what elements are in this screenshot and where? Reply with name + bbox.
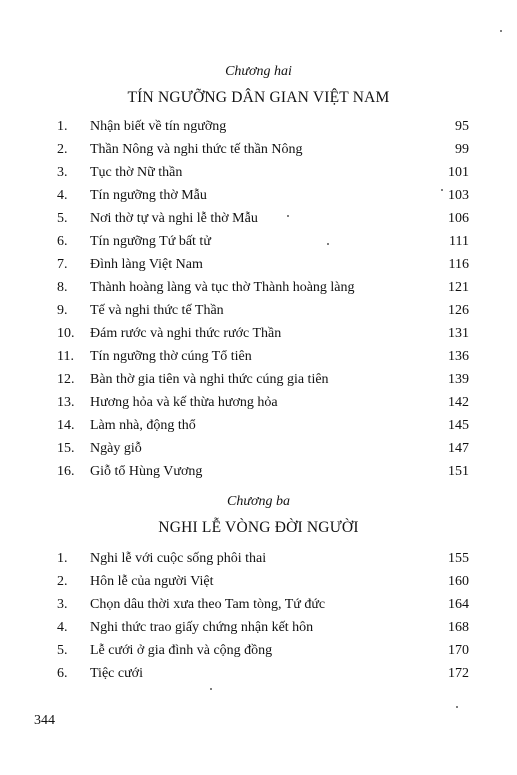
toc-entry-title: Nơi thờ tự và nghi lễ thờ Mẫu [90,211,258,226]
scan-speck [500,30,502,32]
toc-entry-page: 164 [448,597,469,612]
chapter-two-label: Chương hai [225,64,292,79]
toc-entry-number: 3. [57,165,68,180]
toc-entry-number: 5. [57,643,68,658]
toc-entry-title: Tín ngưỡng thờ cúng Tổ tiên [90,349,252,364]
page-number: 344 [34,713,55,728]
toc-entry-page: 172 [448,666,469,681]
toc-entry-number: 12. [57,372,75,387]
toc-entry [0,639,517,662]
chapter-three-title: NGHI LỄ VÒNG ĐỜI NGƯỜI [158,519,359,536]
toc-entry-number: 1. [57,119,68,134]
scan-speck [327,243,329,245]
toc-entry-title: Giỗ tổ Hùng Vương [90,464,203,479]
toc-entry-page: 101 [448,165,469,180]
toc-entry-page: 151 [448,464,469,479]
toc-entry-page: 111 [449,234,469,249]
toc-entry [0,391,517,414]
toc-entry-page: 160 [448,574,469,589]
toc-entry-page: 155 [448,551,469,566]
toc-entry-title: Nhận biết về tín ngưỡng [90,119,227,134]
chapter-two-title: TÍN NGƯỠNG DÂN GIAN VIỆT NAM [127,89,390,106]
toc-entry-number: 15. [57,441,75,456]
toc-entry-page: 121 [448,280,469,295]
toc-entry-number: 2. [57,574,68,589]
toc-entry-page: 103 [448,188,469,203]
toc-entry-number: 4. [57,188,68,203]
toc-entry-title: Nghi thức trao giấy chứng nhận kết hôn [90,620,314,635]
toc-entry [0,570,517,593]
toc-entry [0,322,517,345]
toc-entry-number: 2. [57,142,68,157]
toc-entry [0,460,517,483]
toc-entry [0,207,517,230]
toc-entry-title: Bàn thờ gia tiên và nghi thức cúng gia tiên [90,372,329,387]
toc-entry [0,276,517,299]
toc-entry-title: Thần Nông và nghi thức tế thần Nông [90,142,303,157]
toc-entry-page: 131 [448,326,469,341]
toc-entry-page: 95 [455,119,469,134]
toc-entry-number: 7. [57,257,68,272]
toc-entry [0,345,517,368]
toc-entry-title: Đám rước và nghi thức rước Thần [90,326,282,341]
toc-entry [0,414,517,437]
toc-entry-title: Tục thờ Nữ thần [90,165,183,180]
toc-entry-number: 16. [57,464,75,479]
toc-entry-number: 11. [57,349,74,364]
toc-entry-page: 145 [448,418,469,433]
toc-entry-title: Chọn dâu thời xưa theo Tam tòng, Tứ đức [90,597,326,612]
toc-entry-number: 4. [57,620,68,635]
toc-entry [0,138,517,161]
toc-entry [0,115,517,138]
toc-entry-number: 13. [57,395,75,410]
scan-speck [456,706,458,708]
toc-entry-title: Thành hoàng làng và tục thờ Thành hoàng làng [90,280,355,295]
toc-entry-title: Hôn lễ của người Việt [90,574,214,589]
scan-speck [441,189,443,191]
toc-entry-title: Tế và nghi thức tế Thần [90,303,224,318]
toc-entry-number: 3. [57,597,68,612]
toc-entry-number: 10. [57,326,75,341]
toc-entry-title: Lễ cưới ở gia đình và cộng đồng [90,643,273,658]
chapter-three-toc [0,547,517,685]
toc-entry-page: 99 [455,142,469,157]
toc-entry [0,547,517,570]
toc-entry-title: Nghi lễ với cuộc sống phôi thai [90,551,267,566]
toc-entry [0,593,517,616]
toc-entry-title: Đình làng Việt Nam [90,257,203,272]
toc-entry-page: 168 [448,620,469,635]
toc-entry-page: 116 [448,257,469,272]
toc-entry-page: 136 [448,349,469,364]
scan-speck [210,688,212,690]
toc-entry [0,161,517,184]
toc-entry-title: Hương hỏa và kế thừa hương hỏa [90,395,278,410]
toc-entry-title: Tiệc cưới [90,666,143,681]
chapter-three-label: Chương ba [227,494,290,509]
toc-entry-number: 5. [57,211,68,226]
toc-entry-number: 8. [57,280,68,295]
toc-entry-number: 6. [57,666,68,681]
toc-entry-number: 6. [57,234,68,249]
chapter-two-toc [0,115,517,483]
toc-entry-page: 142 [448,395,469,410]
toc-entry-title: Tín ngưỡng thờ Mẫu [90,188,207,203]
toc-entry [0,253,517,276]
toc-entry [0,437,517,460]
toc-entry [0,616,517,639]
toc-entry-title: Tín ngưỡng Tứ bất tử [90,234,211,249]
toc-entry [0,299,517,322]
toc-entry-page: 139 [448,372,469,387]
toc-entry-page: 106 [448,211,469,226]
toc-entry-page: 170 [448,643,469,658]
toc-entry-page: 147 [448,441,469,456]
scan-speck [287,215,289,217]
toc-entry-title: Ngày giỗ [90,441,142,456]
toc-entry [0,662,517,685]
toc-entry [0,230,517,253]
toc-entry-number: 14. [57,418,75,433]
toc-entry-number: 9. [57,303,68,318]
toc-entry [0,184,517,207]
toc-entry-title: Làm nhà, động thổ [90,418,196,433]
toc-entry-page: 126 [448,303,469,318]
toc-entry-number: 1. [57,551,68,566]
toc-entry [0,368,517,391]
